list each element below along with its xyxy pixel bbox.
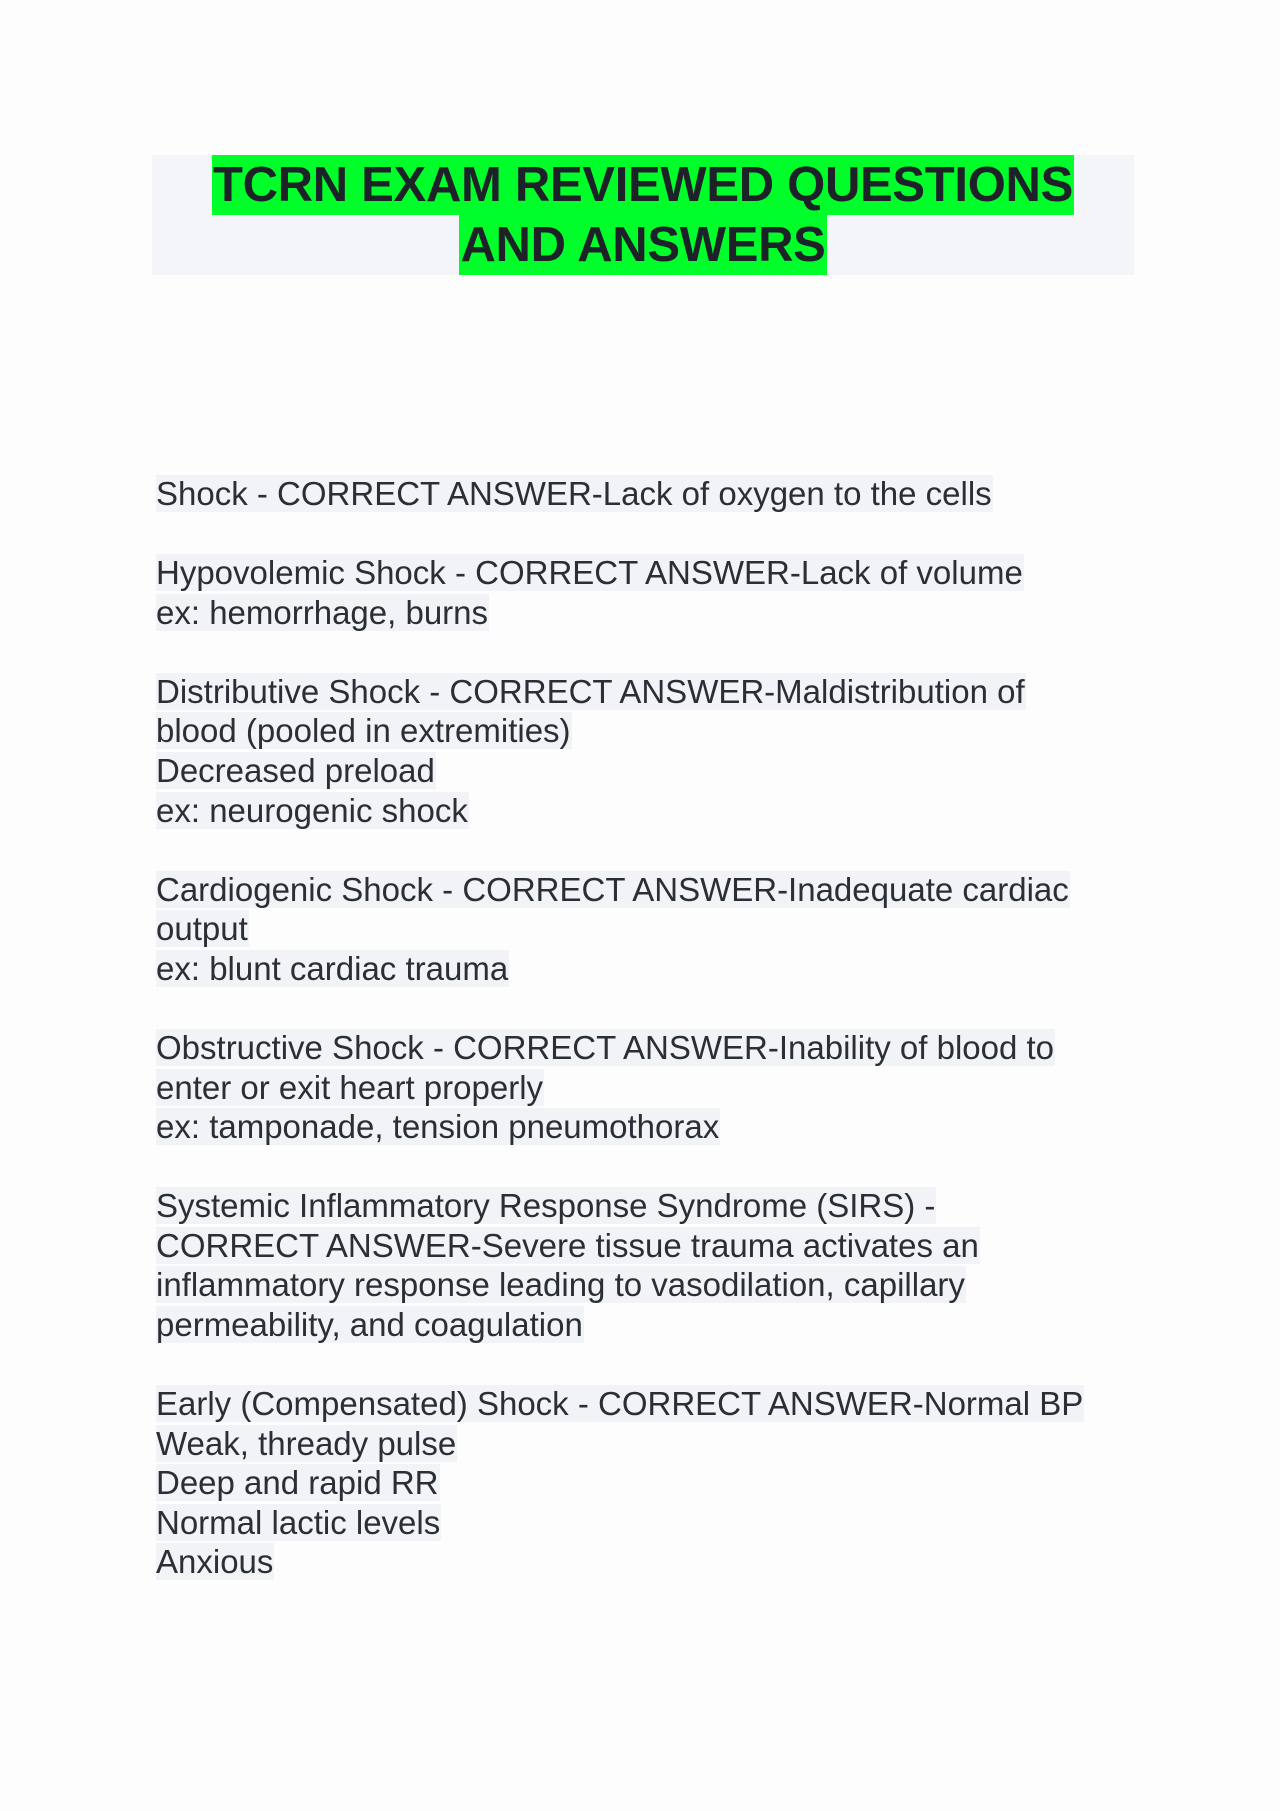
qa-line: ex: tamponade, tension pneumothorax xyxy=(156,1108,720,1146)
qa-entry-hypovolemic-shock xyxy=(156,553,1156,632)
qa-line: ex: blunt cardiac trauma xyxy=(156,949,509,987)
qa-line: Anxious xyxy=(156,1543,274,1581)
qa-line: Early (Compensated) Shock - CORRECT ANSWER-Normal BP xyxy=(156,1385,1084,1423)
qa-line: permeability, and coagulation xyxy=(156,1306,583,1343)
qa-line: Systemic Inflammatory Response Syndrome (SIRS) - xyxy=(156,1187,936,1225)
qa-line: Cardiogenic Shock - CORRECT ANSWER-Inadequate cardiac xyxy=(156,870,1069,908)
qa-line: inflammatory response leading to vasodilation, capillary xyxy=(156,1266,965,1304)
qa-entry-distributive-shock xyxy=(156,672,1156,830)
qa-entry-sirs xyxy=(156,1186,1156,1344)
qa-line: enter or exit heart properly xyxy=(156,1068,544,1106)
qa-line: Hypovolemic Shock - CORRECT ANSWER-Lack of volume xyxy=(156,554,1023,592)
qa-line: ex: neurogenic shock xyxy=(156,791,468,829)
qa-line: blood (pooled in extremities) xyxy=(156,712,571,750)
qa-line: Decreased preload xyxy=(156,751,435,789)
title-line-1: TCRN EXAM REVIEWED QUESTIONS xyxy=(212,155,1074,215)
qa-line: Normal lactic levels xyxy=(156,1503,441,1541)
qa-line: CORRECT ANSWER-Severe tissue trauma activates an xyxy=(156,1226,979,1264)
title-line-2: AND ANSWERS xyxy=(459,215,826,275)
qa-entry-obstructive-shock xyxy=(156,1028,1156,1147)
document-title xyxy=(152,155,1134,275)
qa-entry-cardiogenic-shock xyxy=(156,870,1156,989)
qa-entry-early-shock xyxy=(156,1384,1156,1582)
qa-line: Deep and rapid RR xyxy=(156,1464,439,1502)
qa-line: Weak, thready pulse xyxy=(156,1424,457,1462)
qa-line: Distributive Shock - CORRECT ANSWER-Maldistribution of xyxy=(156,672,1025,710)
qa-line: Obstructive Shock - CORRECT ANSWER-Inability of blood to xyxy=(156,1028,1055,1066)
qa-line: ex: hemorrhage, burns xyxy=(156,593,489,631)
qa-line: output xyxy=(156,910,248,948)
qa-list xyxy=(156,474,1156,1622)
qa-entry-shock xyxy=(156,474,1156,514)
qa-line: Shock - CORRECT ANSWER-Lack of oxygen to the cells xyxy=(156,475,992,512)
